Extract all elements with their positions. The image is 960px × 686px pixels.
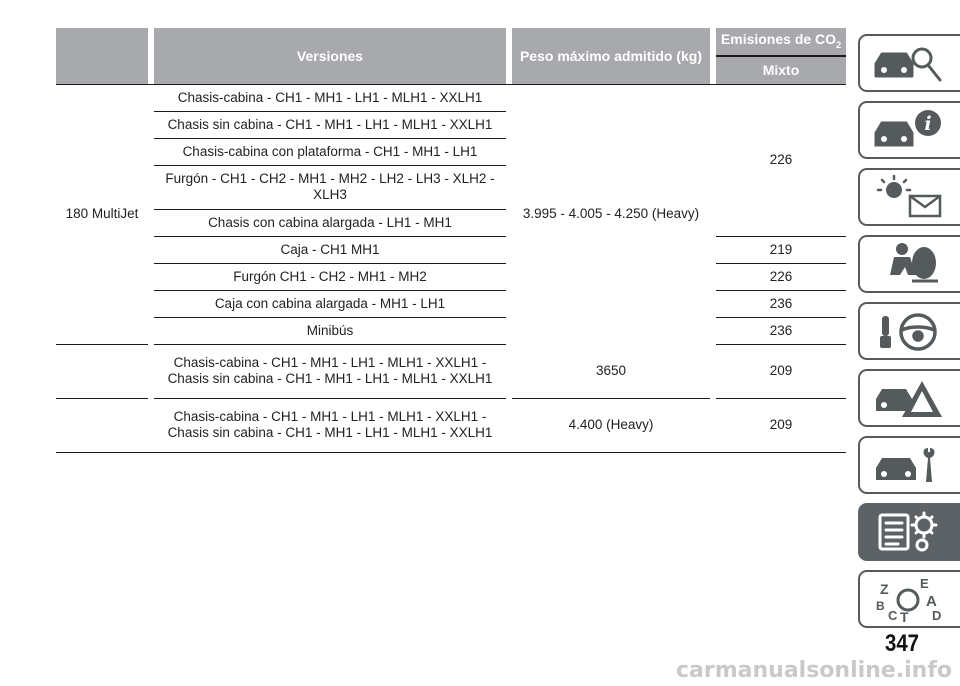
svg-text:i: i <box>924 113 932 135</box>
svg-text:D: D <box>932 608 942 622</box>
version-cell: Furgón CH1 - CH2 - MH1 - MH2 <box>154 263 506 290</box>
table-row <box>56 398 846 452</box>
specifications-gears-icon[interactable] <box>858 503 960 561</box>
engine-column-header <box>56 28 148 84</box>
alphabetical-index-icon[interactable] <box>858 570 960 628</box>
engine-cell: 180 MultiJet <box>56 84 148 344</box>
svg-text:B: B <box>876 599 885 613</box>
svg-text:Z: Z <box>880 581 889 597</box>
weight-cell: 3.995 - 4.005 - 4.250 (Heavy) <box>512 84 710 344</box>
weight-cell: 3650 <box>512 344 710 398</box>
emission-cell: 226 <box>716 84 846 236</box>
mixto-column-header: Mixto <box>716 56 846 84</box>
watermark: carmanualsonline.info <box>676 658 952 683</box>
emission-cell: 209 <box>716 344 846 398</box>
steering-wheel-key-icon[interactable] <box>858 302 960 360</box>
car-breakdown-warning-icon[interactable] <box>858 369 960 427</box>
version-cell: Chasis-cabina - CH1 - MH1 - LH1 - MLH1 - XXLH1 - Chasis sin cabina - CH1 - MH1 - LH1 - MLH1 - XXLH1 <box>154 398 506 452</box>
warning-light-message-icon[interactable] <box>858 168 960 226</box>
table-row <box>56 344 846 398</box>
svg-text:E: E <box>920 576 929 591</box>
versions-column-header: Versiones <box>154 28 506 84</box>
table-row <box>56 84 846 111</box>
car-search-icon[interactable] <box>858 34 960 92</box>
emission-cell: 236 <box>716 290 846 317</box>
version-cell: Chasis-cabina con plataforma - CH1 - MH1 - LH1 <box>154 138 506 165</box>
emission-cell: 226 <box>716 263 846 290</box>
page-number: 347 <box>884 630 920 657</box>
chapter-tabs <box>858 34 960 637</box>
svg-text:A: A <box>926 593 937 610</box>
table-row <box>56 263 846 290</box>
svg-text:C: C <box>888 608 898 622</box>
emissions-column-header: Emisiones de $CO_2$ <box>716 28 846 56</box>
weight-cell: 4.400 (Heavy) <box>512 398 710 452</box>
svg-text:T: T <box>900 609 909 622</box>
weight-column-header: Peso máximo admitido (kg) <box>512 28 710 84</box>
version-cell: Chasis-cabina - CH1 - MH1 - LH1 - MLH1 - XXLH1 - Chasis sin cabina - CH1 - MH1 - LH1 - MLH1 - XXLH1 <box>154 344 506 398</box>
table-row <box>56 290 846 317</box>
version-cell: Chasis con cabina alargada - LH1 - MH1 <box>154 209 506 236</box>
table-row <box>56 317 846 344</box>
car-info-icon[interactable] <box>858 101 960 159</box>
version-cell: Minibús <box>154 317 506 344</box>
emission-cell: 209 <box>716 398 846 452</box>
version-cell: Caja - CH1 MH1 <box>154 236 506 263</box>
airbag-safety-icon[interactable] <box>858 235 960 293</box>
car-maintenance-wrench-icon[interactable] <box>858 436 960 494</box>
emission-cell: 219 <box>716 236 846 263</box>
version-cell: Chasis-cabina - CH1 - MH1 - LH1 - MLH1 - XXLH1 <box>154 84 506 111</box>
version-cell: Chasis sin cabina - CH1 - MH1 - LH1 - MLH1 - XXLH1 <box>154 111 506 138</box>
version-cell: Furgón - CH1 - CH2 - MH1 - MH2 - LH2 - LH3 - XLH2 - XLH3 <box>154 165 506 209</box>
emission-cell: 236 <box>716 317 846 344</box>
specifications-table <box>56 28 846 453</box>
table-row <box>56 236 846 263</box>
co2-subscript: 2 <box>836 39 842 50</box>
version-cell: Caja con cabina alargada - MH1 - LH1 <box>154 290 506 317</box>
